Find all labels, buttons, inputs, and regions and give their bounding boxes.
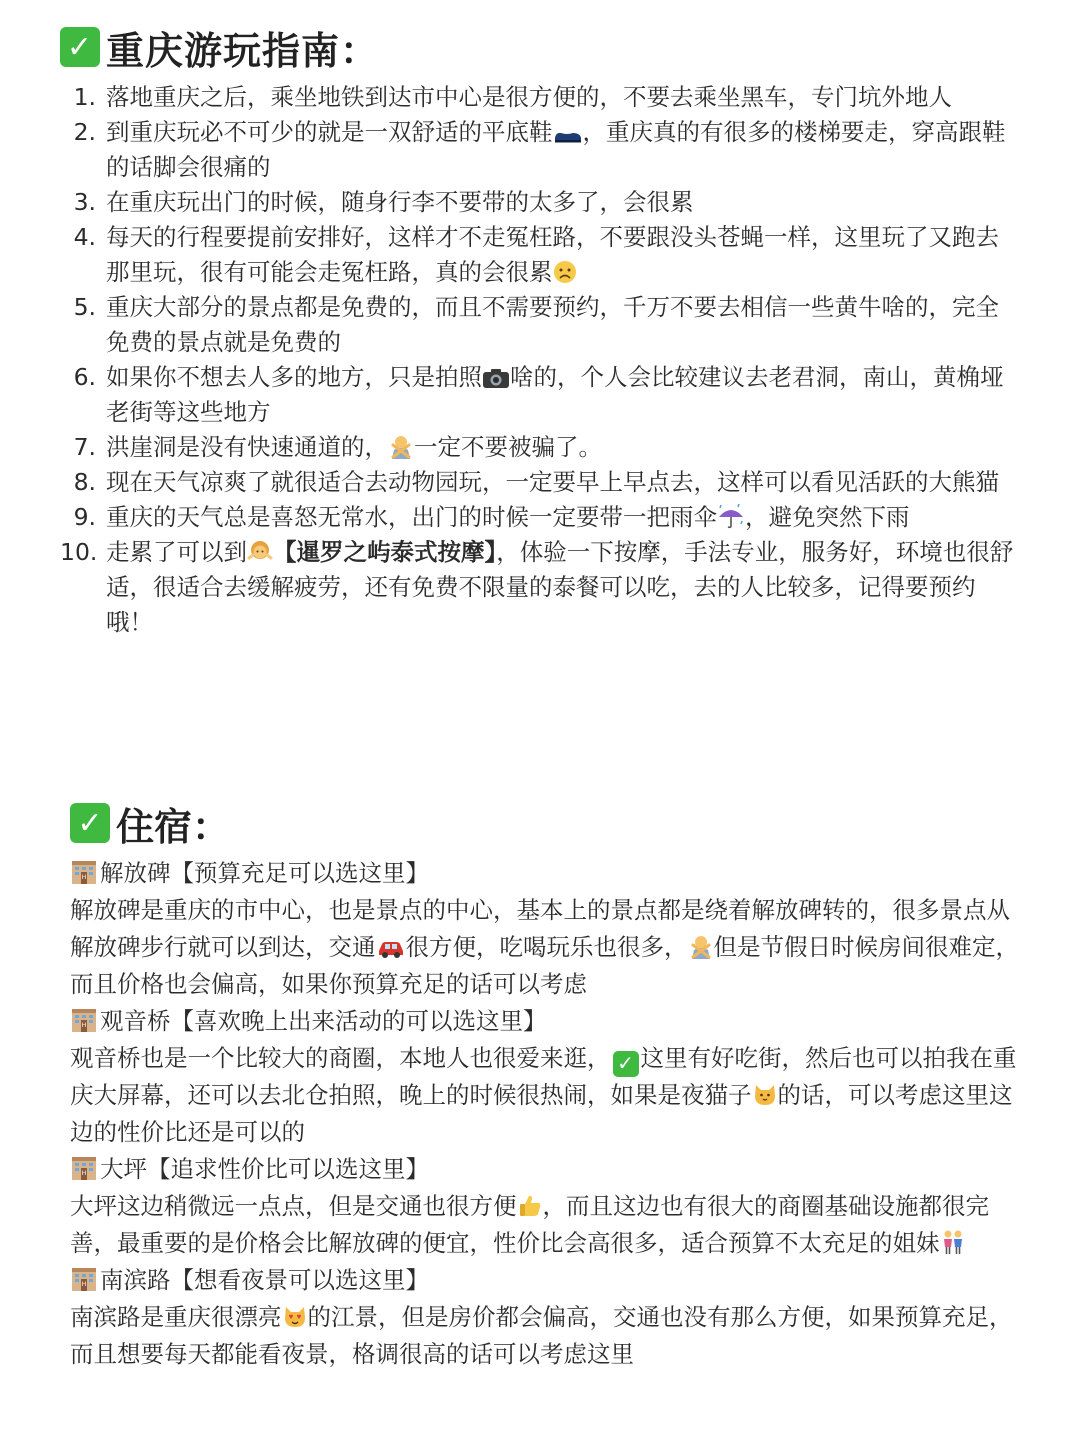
list-text: 现在天气凉爽了就很适合去动物园玩，一定要早上早点去，这样可以看见活跃的大熊猫 bbox=[106, 468, 999, 496]
list-item bbox=[60, 500, 1020, 535]
list-text: 重庆大部分的景点都是免费的，而且不需要预约，千万不要去相信一些黄牛啥的，完全免费的景点就是免费的 bbox=[106, 293, 999, 356]
list-number: 2 . bbox=[60, 115, 96, 150]
description-text: 这里有好吃街，然后也可以拍我在重庆大屏幕，还可以去北仓拍照，晚上的时候很热闹，如果是夜猫子 bbox=[70, 1044, 1017, 1109]
area-title bbox=[70, 1262, 1020, 1299]
list-item bbox=[60, 465, 1020, 500]
description-text: 解放碑是重庆的市中心，也是景点的中心，基本上的景点都是绕着解放碑转的，很多景点从解放碑步行就可以到达，交通 bbox=[70, 896, 1010, 961]
description-text: 大坪这边稍微远一点点，但是交通也很方便 bbox=[70, 1192, 517, 1220]
description-text: 的话，可以考虑这里这边的性价比还是可以的 bbox=[70, 1081, 1013, 1146]
list-text: 每天的行程要提前安排好，这样才不走冤枉路，不要跟没头苍蝇一样，这里玩了又跑去那里玩，很有可能会走冤枉路，真的会很累 bbox=[106, 223, 999, 286]
description-text: 观音桥也是一个比较大的商圈，本地人也很爱来逛， bbox=[70, 1044, 611, 1072]
list-item bbox=[60, 220, 1020, 290]
check-icon: ✓ bbox=[613, 1051, 639, 1077]
guide-heading bbox=[60, 22, 379, 72]
description-text: 的江景，但是房价都会偏高，交通也没有那么方便，如果预算充足，而且想要每天都能看夜景，格调很高的话可以考虑这里 bbox=[70, 1303, 1013, 1368]
list-text: ，体验一下按摩，手法专业，服务好，环境也很舒适，很适合去缓解疲劳，还有免费不限量的泰餐可以吃，去的人比较多，记得要预约哦！ bbox=[106, 538, 1014, 636]
list-number: 9 . bbox=[60, 500, 96, 535]
list-number: 6 . bbox=[60, 360, 96, 395]
list-number: 4 . bbox=[60, 220, 96, 255]
list-text: ，重庆真的有很多的楼梯要走，穿高跟鞋的话脚会很痛的 bbox=[106, 118, 1006, 181]
list-number: 1 . bbox=[60, 80, 96, 115]
list-item bbox=[60, 185, 1020, 220]
couple-icon bbox=[940, 1229, 966, 1255]
list-item bbox=[60, 535, 1020, 640]
guide-list bbox=[60, 80, 1020, 640]
list-text: 洪崖洞是没有快速通道的， bbox=[106, 433, 388, 461]
area-description bbox=[70, 1299, 1020, 1373]
list-text: ，避免突然下雨 bbox=[745, 503, 910, 531]
area-title bbox=[70, 1151, 1020, 1188]
person-gesturing-no-icon bbox=[688, 933, 714, 959]
list-text: 在重庆玩出门的时候，随身行李不要带的太多了，会很累 bbox=[106, 188, 694, 216]
area-title bbox=[70, 1003, 1020, 1040]
person-gesturing-no-icon bbox=[388, 433, 414, 459]
list-item bbox=[60, 80, 1020, 115]
list-number: 3 . bbox=[60, 185, 96, 220]
umbrella-rain-icon bbox=[717, 503, 745, 529]
list-text: 走累了可以到 bbox=[106, 538, 247, 566]
list-number: 7 . bbox=[60, 430, 96, 465]
woman-massage-icon bbox=[247, 538, 273, 564]
stay-heading bbox=[70, 796, 230, 850]
sad-face-icon bbox=[553, 260, 577, 284]
list-text: 到重庆玩必不可少的就是一双舒适的平底鞋 bbox=[106, 118, 553, 146]
cat-icon bbox=[752, 1081, 778, 1107]
stay-heading-text: 住宿： bbox=[116, 804, 231, 849]
check-icon: ✓ bbox=[60, 27, 100, 67]
list-item bbox=[60, 290, 1020, 360]
area-title bbox=[70, 855, 1020, 892]
area-title-text: 大坪【追求性价比可以选这里】 bbox=[100, 1155, 429, 1183]
hotel-icon bbox=[70, 1266, 98, 1292]
list-text: 落地重庆之后，乘坐地铁到达市中心是很方便的，不要去乘坐黑车，专门坑外地人 bbox=[106, 83, 952, 111]
area-title-text: 南滨路【想看夜景可以选这里】 bbox=[100, 1266, 429, 1294]
shoe-icon bbox=[553, 124, 583, 144]
list-item bbox=[60, 115, 1020, 185]
area-description bbox=[70, 1188, 1020, 1262]
area-description bbox=[70, 892, 1020, 1003]
hotel-icon bbox=[70, 1155, 98, 1181]
list-text: 如果你不想去人多的地方，只是拍照 bbox=[106, 363, 482, 391]
list-text: 啥的，个人会比较建议去老君洞，南山，黄桷垭老街等这些地方 bbox=[106, 363, 1004, 426]
shop-name: 【暹罗之屿泰式按摩】 bbox=[273, 538, 497, 566]
description-text: 很方便，吃喝玩乐也很多， bbox=[405, 933, 688, 961]
area-title-text: 观音桥【喜欢晚上出来活动的可以选这里】 bbox=[100, 1007, 547, 1035]
check-icon: ✓ bbox=[70, 803, 110, 843]
hotel-icon bbox=[70, 859, 98, 885]
hotel-icon bbox=[70, 1007, 98, 1033]
area-title-text: 解放碑【预算充足可以选这里】 bbox=[100, 859, 429, 887]
area-description bbox=[70, 1040, 1020, 1151]
heart-eyes-cat-icon bbox=[282, 1303, 308, 1329]
list-number: 10 . bbox=[60, 535, 96, 570]
list-text: 一定不要被骗了。 bbox=[414, 433, 602, 461]
description-text: 但是节假日时候房间很难定，而且价格也会偏高，如果你预算充足的话可以考虑 bbox=[70, 933, 1019, 998]
description-text: ，而且这边也有很大的商圈基础设施都很完善，最重要的是价格会比解放碑的便宜，性价比会高很多，适合预算不太充足的姐妹 bbox=[70, 1192, 989, 1257]
camera-icon bbox=[482, 367, 510, 389]
list-number: 8 . bbox=[60, 465, 96, 500]
list-item bbox=[60, 430, 1020, 465]
car-icon bbox=[376, 937, 406, 959]
list-number: 5 . bbox=[60, 290, 96, 325]
list-item bbox=[60, 360, 1020, 430]
list-text: 重庆的天气总是喜怒无常水，出门的时候一定要带一把雨伞 bbox=[106, 503, 717, 531]
thumbs-up-icon bbox=[517, 1192, 543, 1218]
stay-body bbox=[70, 855, 1020, 1373]
guide-heading-text: 重庆游玩指南： bbox=[106, 28, 380, 73]
description-text: 南滨路是重庆很漂亮 bbox=[70, 1303, 282, 1331]
